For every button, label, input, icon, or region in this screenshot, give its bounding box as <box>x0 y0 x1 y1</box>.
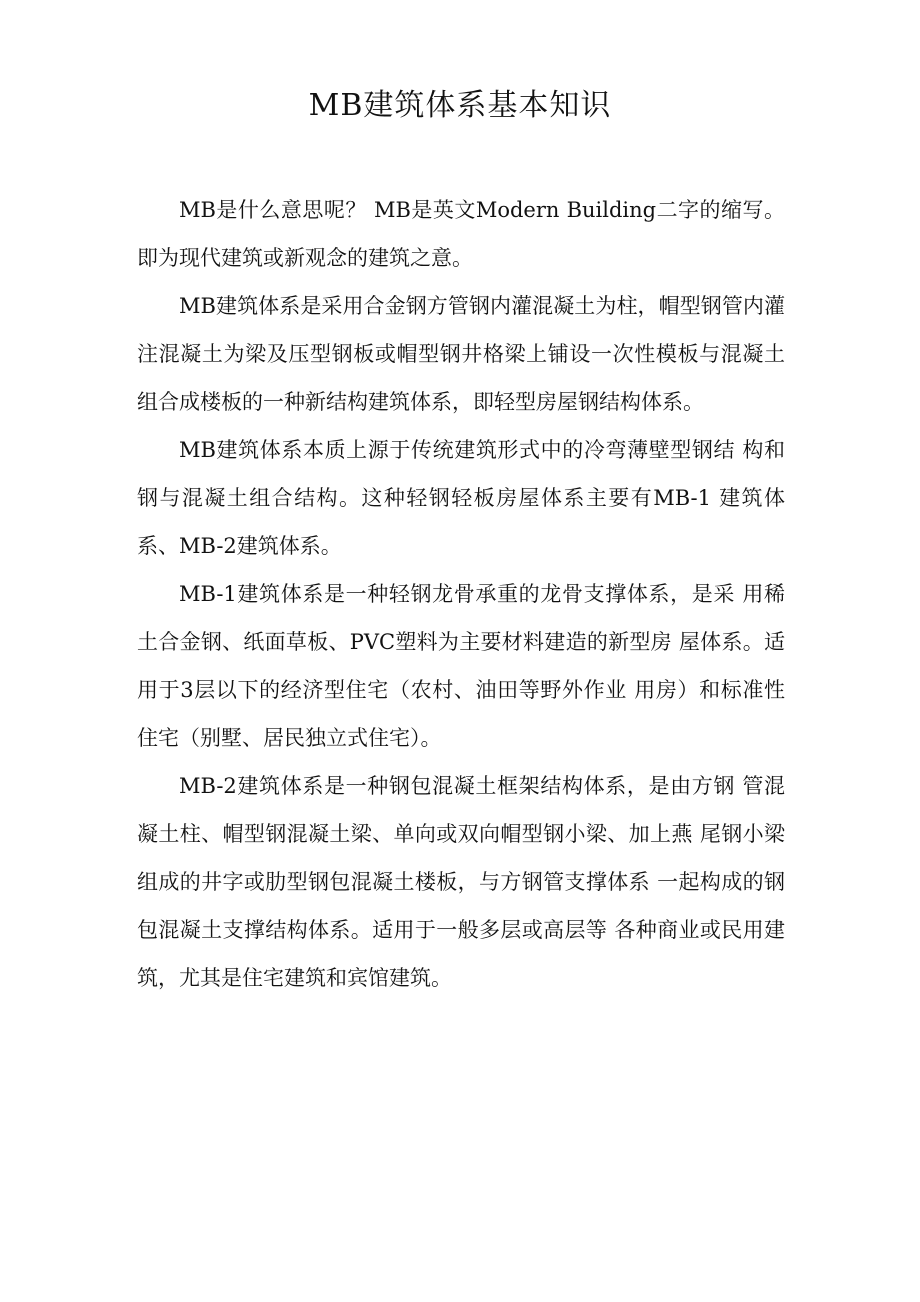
page-title: MB建筑体系基本知识 <box>308 88 612 123</box>
document-body <box>137 186 785 1002</box>
paragraph-mb-system-origin: MB建筑体系本质上源于传统建筑形式中的冷弯薄壁型钢结 构和钢与混凝土组合结构。这种轻钢轻板房屋体系主要有MB-1 建筑体系、MB-2建筑体系。 <box>137 438 785 558</box>
paragraph-mb-meaning: MB是什么意思呢？ MB是英文Modern Building二字的缩写。 即为现代建筑或新观念的建筑之意。 <box>137 198 785 270</box>
paragraph-mb-system-definition: MB建筑体系是采用合金钢方管钢内灌混凝土为柱，帽型钢管内灌注混凝土为梁及压型钢板或帽型钢井格梁上铺设一次性模板与混凝土组合成楼板的一种新结构建筑体系，即轻型房屋钢结构体系。 <box>137 294 785 414</box>
paragraph-mb1-system: MB-1建筑体系是一种轻钢龙骨承重的龙骨支撑体系，是采 用稀土合金钢、纸面草板、PVC塑料为主要材料建造的新型房 屋体系。适用于3层以下的经济型住宅（农村、油田等野外作业 用房）和标准性住宅（别墅、居民独立式住宅）。 <box>137 582 785 750</box>
paragraph-mb2-system: MB-2建筑体系是一种钢包混凝土框架结构体系，是由方钢 管混凝土柱、帽型钢混凝土梁、单向或双向帽型钢小梁、加上燕 尾钢小梁组成的井字或肋型钢包混凝土楼板，与方钢管支撑体系 一起构成的钢包混凝土支撑结构体系。适用于一般多层或高层等 各种商业或民用建筑，尤其是住宅建筑和宾馆建筑。 <box>137 774 785 990</box>
